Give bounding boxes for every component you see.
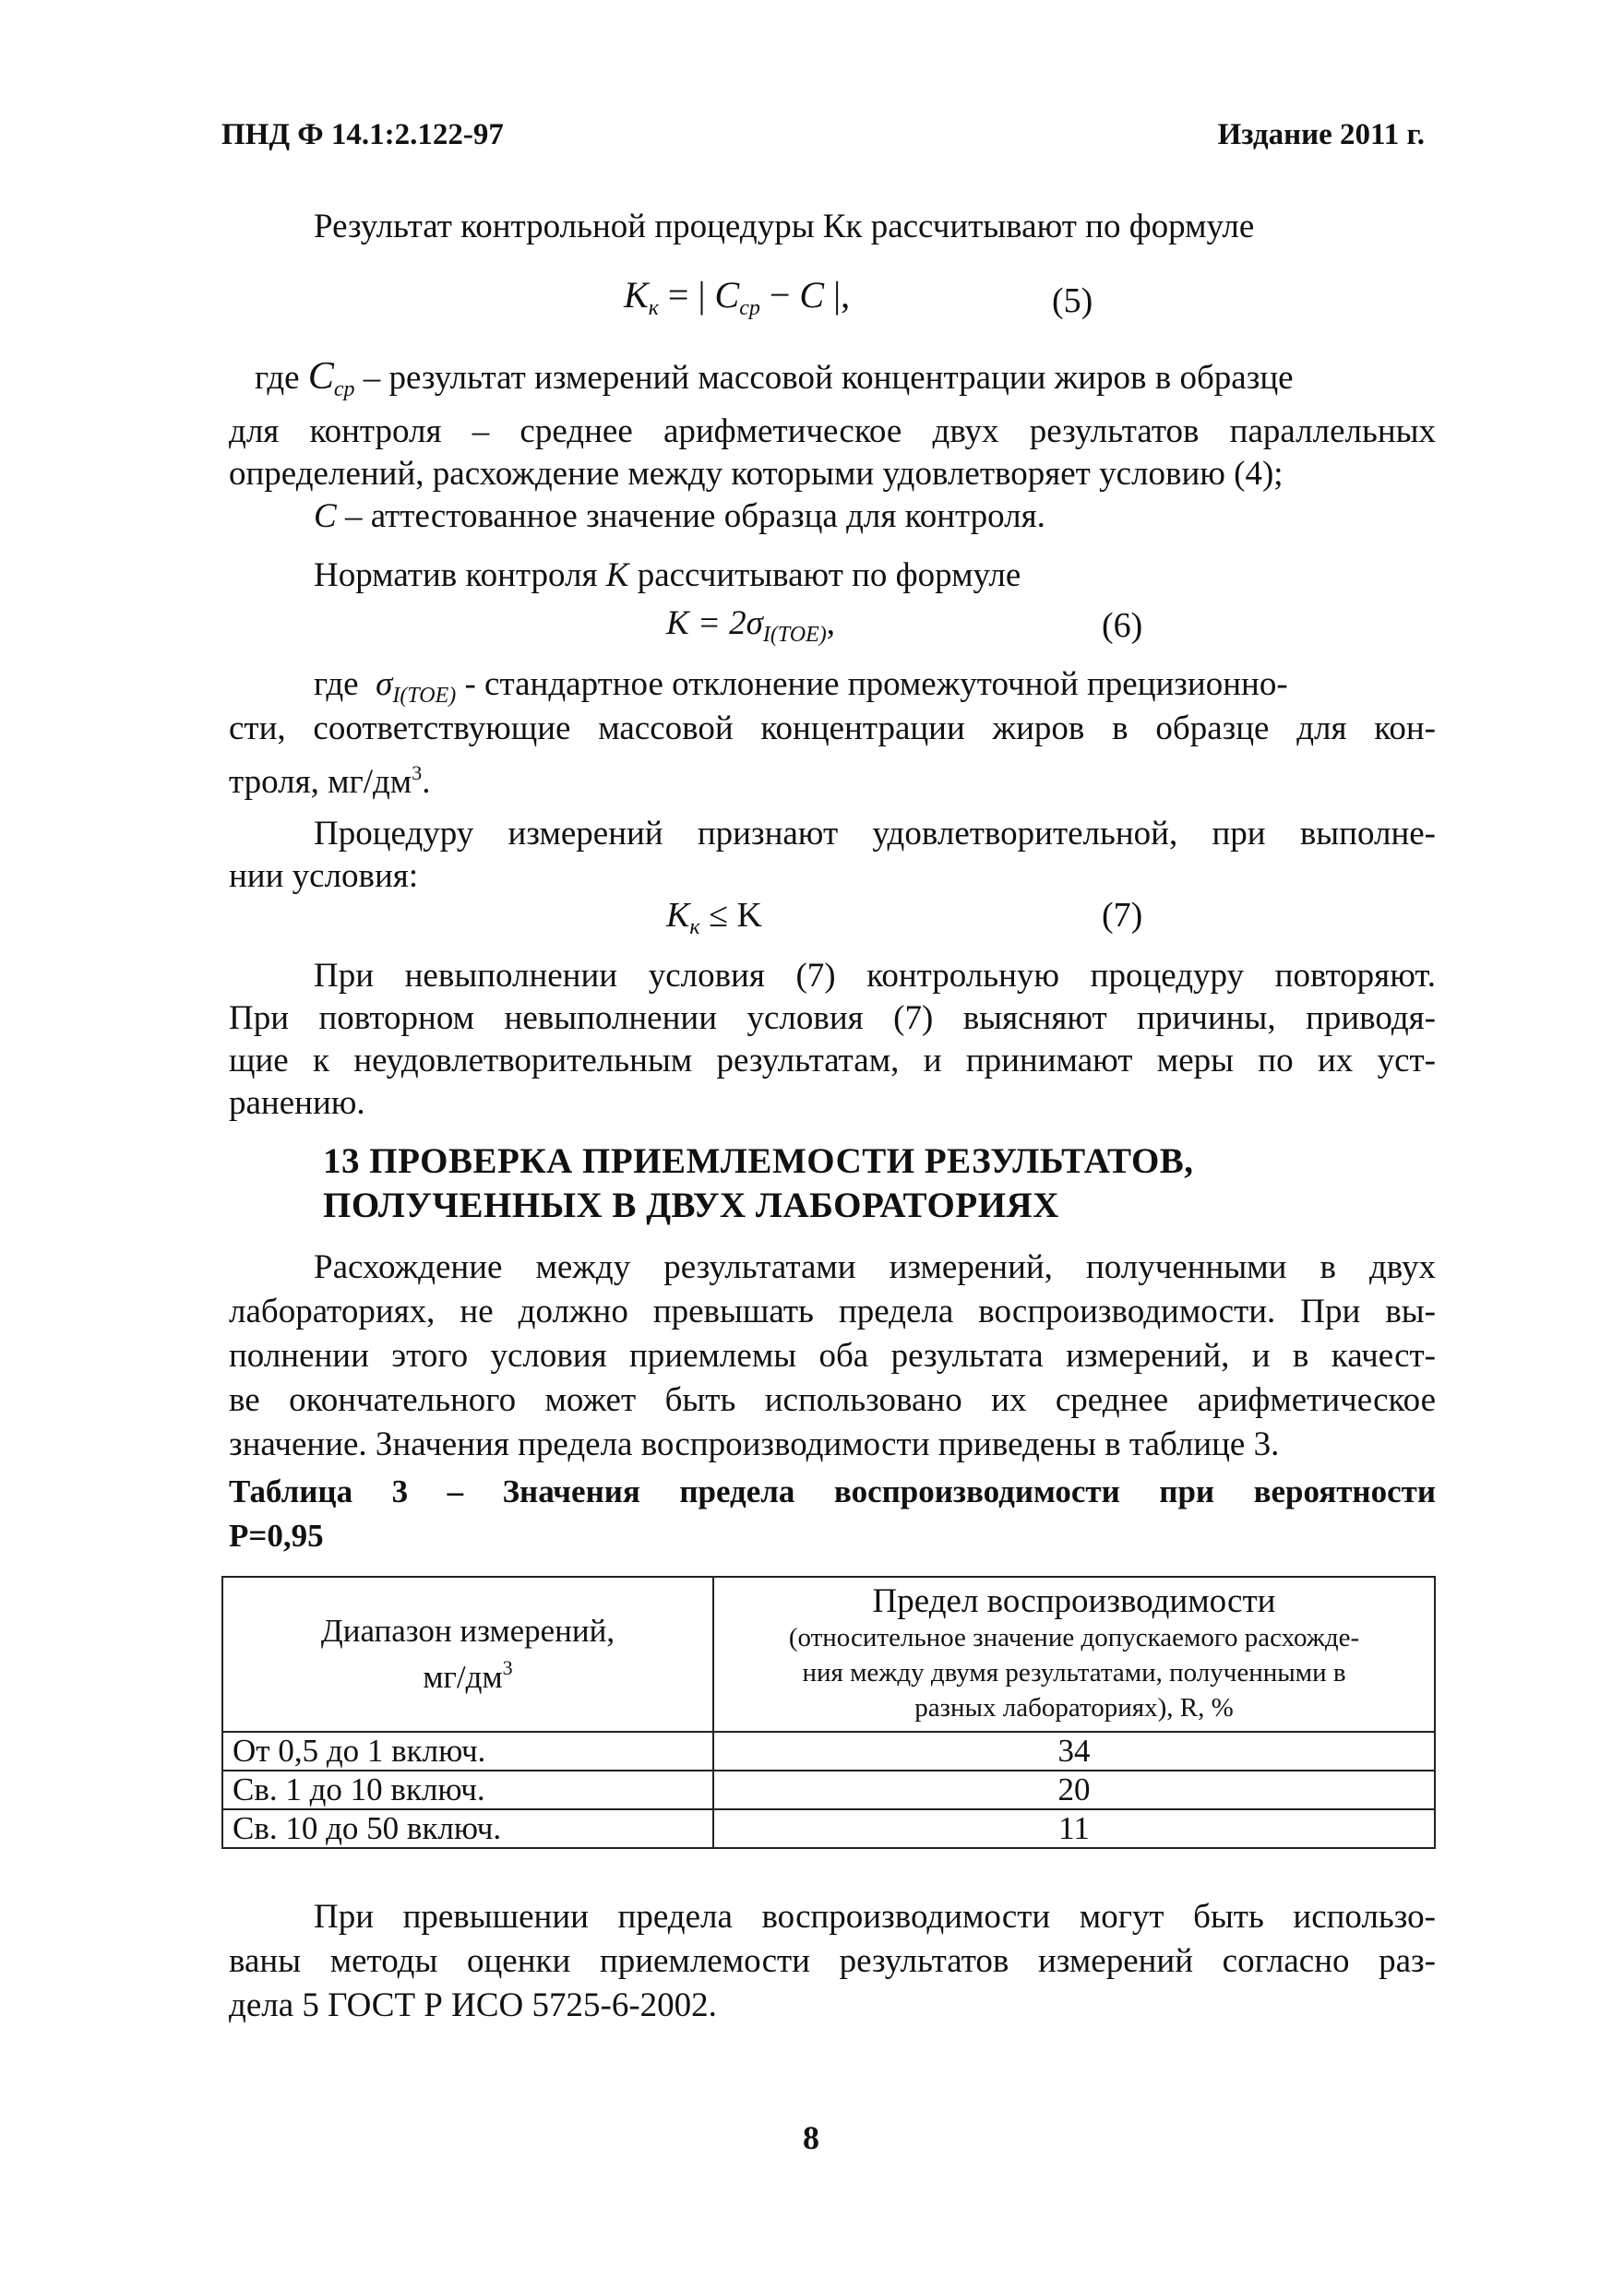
paragraph-procedure-line2: нии условия: xyxy=(229,857,419,895)
paragraph-fail-line1: При невыполнении условия (7) контрольную процедуру повторяют. xyxy=(314,957,1436,995)
formula-7-lhs-sub: к xyxy=(689,915,700,939)
paragraph-sec13-line1: Расхождение между результатами измерений, полученными в двух xyxy=(314,1248,1436,1286)
where-c-symbol: C xyxy=(307,355,334,398)
table-col-limit-header xyxy=(713,1577,1435,1732)
paragraph-fail-line4: ранению. xyxy=(229,1084,365,1122)
where-c-avg-line1 xyxy=(255,354,1436,411)
formula-5-a: C xyxy=(714,274,740,316)
table-header-row xyxy=(222,1577,1435,1732)
formula-6 xyxy=(666,603,835,648)
norm-after: рассчитывают по формуле xyxy=(628,556,1021,594)
range-header-line1: Диапазон измерений, xyxy=(320,1613,615,1649)
table-3 xyxy=(221,1576,1436,1849)
table-cell-value: 11 xyxy=(713,1809,1435,1848)
table-cell-range: Св. 10 до 50 включ. xyxy=(222,1809,713,1848)
formula-5-lhs-sub: к xyxy=(648,296,659,320)
where-c-avg-line3: определений, расхождение между которыми удовлетворяет условию (4); xyxy=(229,455,1284,493)
where-c-symbol-sub: ср xyxy=(333,377,355,401)
table-row xyxy=(222,1771,1435,1809)
where2-prefix: где xyxy=(314,665,359,703)
limit-header-line2: (относительное значение допускаемого расхожде- xyxy=(788,1623,1360,1652)
where-prefix: где xyxy=(255,359,300,397)
formula-7-lhs: K xyxy=(666,896,690,935)
paragraph-norm xyxy=(314,554,1021,598)
table-col-range-header xyxy=(222,1577,713,1732)
limit-header-line3: ния между двумя результатами, полученными в xyxy=(802,1658,1346,1688)
edition-label: Издание 2011 г. xyxy=(1217,118,1425,151)
limit-header-main: Предел воспроизводимости xyxy=(872,1582,1276,1620)
section-13-heading-line2: ПОЛУЧЕННЫХ В ДВУХ ЛАБОРАТОРИЯХ xyxy=(323,1186,1059,1225)
sigma-unit-end: . xyxy=(422,763,431,801)
formula-5-minus: − xyxy=(769,274,791,316)
sigma-text: - стандартное отклонение промежуточной прецизионно- xyxy=(464,665,1288,703)
formula-6-sub: I(TOE) xyxy=(762,623,827,647)
limit-header-line4: разных лабораториях), R, % xyxy=(914,1693,1234,1723)
paragraph-fail-line3: щие к неудовлетворительным результатам, и принимают меры по их уст- xyxy=(229,1042,1436,1079)
formula-5-a-sub: ср xyxy=(739,296,760,320)
table-row xyxy=(222,1809,1435,1848)
norm-symbol: K xyxy=(605,556,629,594)
sigma-unit-sup: 3 xyxy=(412,761,423,784)
formula-5-lhs: K xyxy=(624,274,649,316)
paragraph-fail-line2: При повторном невыполнении условия (7) выясняют причины, приводя- xyxy=(229,999,1436,1037)
table-cell-value: 20 xyxy=(713,1771,1435,1809)
paragraph-last-line2: ваны методы оценки приемлемости результатов измерений согласно раз- xyxy=(229,1942,1436,1980)
table-cell-value: 34 xyxy=(713,1732,1435,1771)
page-number: 8 xyxy=(803,2119,819,2156)
formula-5-b: C xyxy=(799,274,825,316)
sigma-unit: троля, мг/дм xyxy=(229,763,412,801)
formula-5-number: (5) xyxy=(1052,281,1093,320)
norm-before: Норматив контроля xyxy=(314,556,606,594)
paragraph-sec13-line3: полнении этого условия приемлемы оба результата измерений, и в качест- xyxy=(229,1337,1436,1375)
paragraph-control-result: Результат контрольной процедуры Кк рассчитывают по формуле xyxy=(314,208,1255,245)
formula-6-number: (6) xyxy=(1102,606,1143,645)
where-c-certified xyxy=(314,495,1045,539)
where-sigma-line3 xyxy=(229,751,430,805)
formula-6-comma: , xyxy=(826,604,836,642)
formula-6-lhs: K = 2σ xyxy=(666,604,763,642)
formula-7-number: (7) xyxy=(1102,896,1143,935)
table-cell-range: Св. 1 до 10 включ. xyxy=(222,1771,713,1809)
sigma-symbol: σ xyxy=(376,665,393,703)
formula-5-op: = | xyxy=(667,274,706,316)
where-c-avg-line2: для контроля – среднее арифметическое двух результатов параллельных xyxy=(229,412,1436,450)
paragraph-sec13-line2: лабораториях, не должно превышать предела воспроизводимости. При вы- xyxy=(229,1293,1436,1330)
range-header-line2 xyxy=(233,1650,703,1696)
c-certified-text: – аттестованное значение образца для контроля. xyxy=(336,497,1045,535)
formula-5-close: |, xyxy=(833,274,851,316)
where-sigma-line2: сти, соответствующие массовой концентрации жиров в образце для кон- xyxy=(229,710,1436,747)
paragraph-sec13-line5: значение. Значения предела воспроизводимости приведены в таблице 3. xyxy=(229,1425,1280,1463)
paragraph-last-line1: При превышении предела воспроизводимости могут быть использо- xyxy=(314,1898,1436,1936)
doc-code: ПНД Ф 14.1:2.122-97 xyxy=(221,118,504,151)
sigma-symbol-sub: I(TOE) xyxy=(392,684,457,708)
formula-7 xyxy=(666,895,762,940)
c-certified-symbol: C xyxy=(314,497,337,535)
paragraph-sec13-line4: ве окончательного может быть использовано их среднее арифметическое xyxy=(229,1381,1436,1419)
range-header-unit: мг/дм xyxy=(423,1659,503,1695)
formula-5 xyxy=(624,273,850,321)
table-3-caption-line2: P=0,95 xyxy=(229,1518,324,1554)
table-cell-range: От 0,5 до 1 включ. xyxy=(222,1732,713,1771)
table-3-caption-line1: Таблица 3 – Значения предела воспроизводимости при вероятности xyxy=(229,1473,1436,1509)
paragraph-last-line3: дела 5 ГОСТ Р ИСО 5725-6-2002. xyxy=(229,1986,717,2024)
paragraph-procedure-line1: Процедуру измерений признают удовлетворительной, при выполне- xyxy=(314,815,1436,853)
where-c-text: – результат измерений массовой концентрации жиров в образце xyxy=(363,359,1294,397)
formula-7-rel: ≤ K xyxy=(709,896,762,935)
table-row xyxy=(222,1732,1435,1771)
range-header-sup: 3 xyxy=(502,1656,513,1679)
section-13-heading-line1: 13 ПРОВЕРКА ПРИЕМЛЕМОСТИ РЕЗУЛЬТАТОВ, xyxy=(323,1141,1194,1181)
